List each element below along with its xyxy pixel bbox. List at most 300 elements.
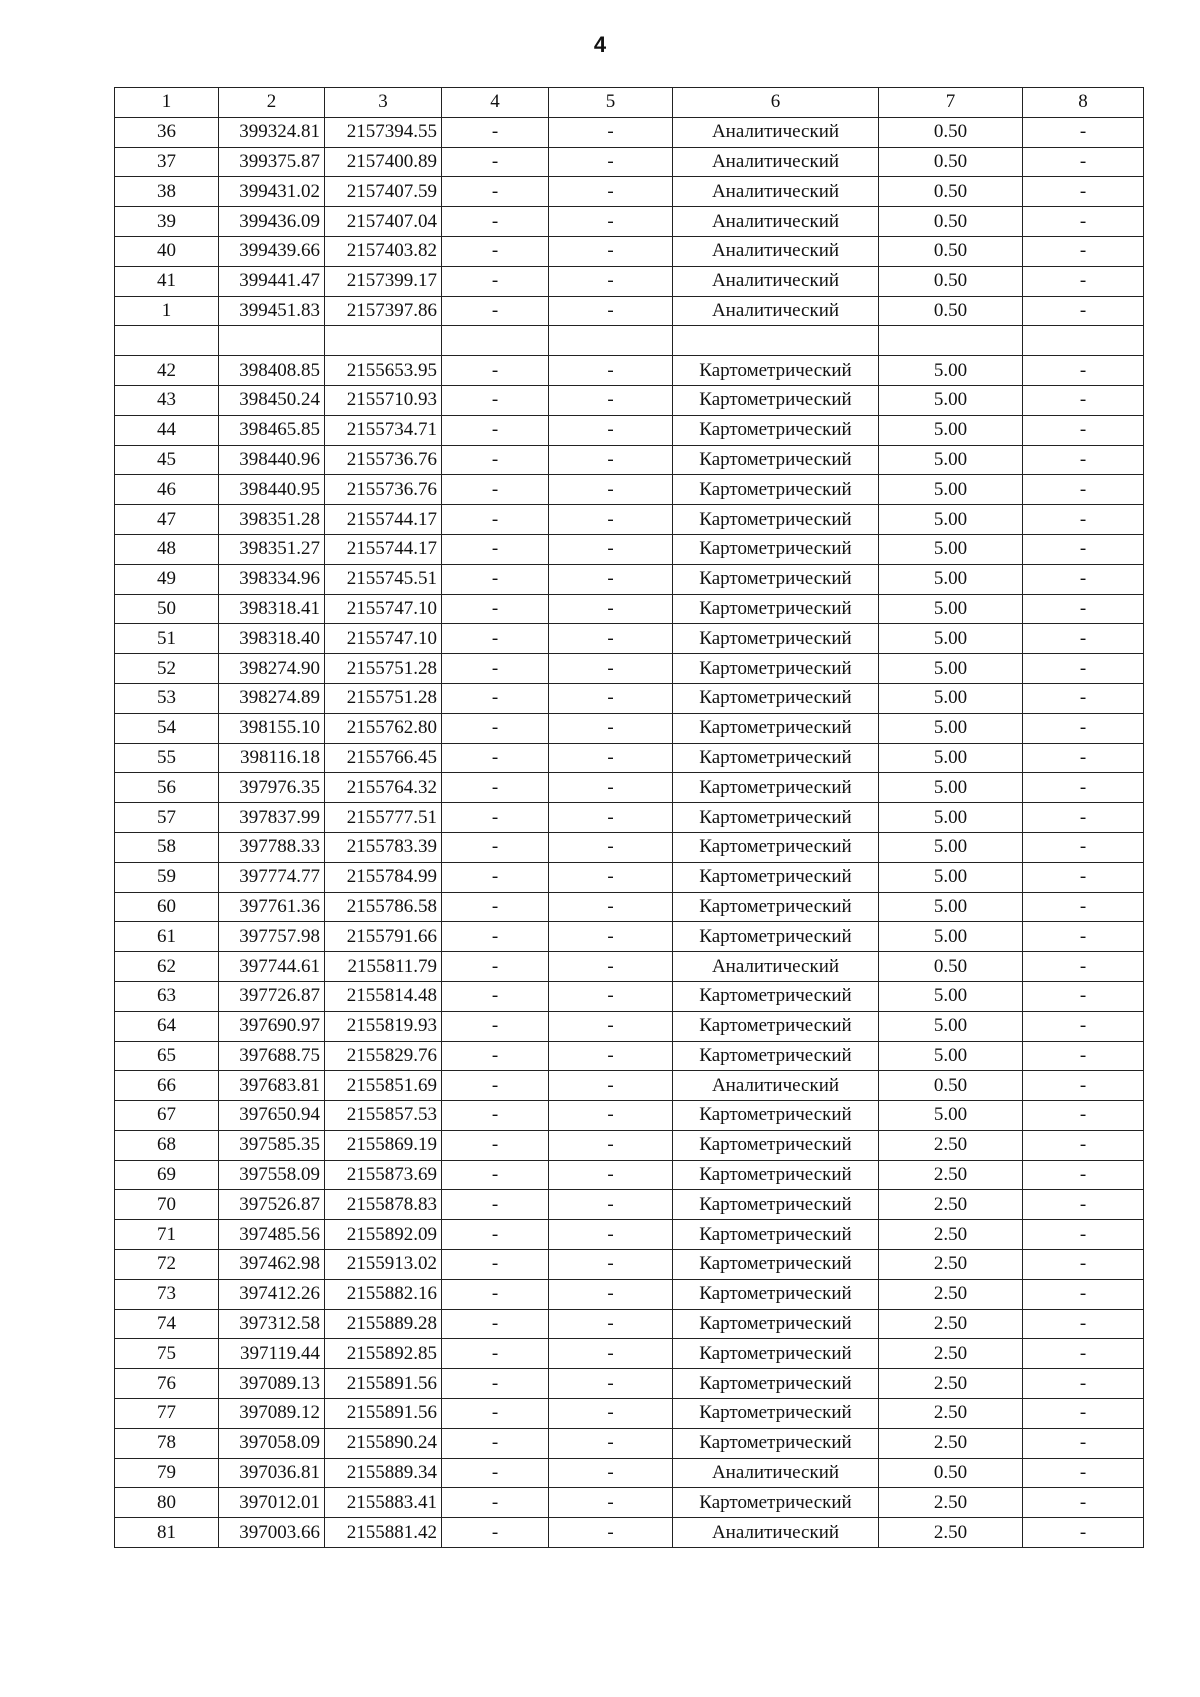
method-cell: Картометрический bbox=[673, 892, 879, 922]
x-coordinate-cell: 397003.66 bbox=[219, 1518, 325, 1548]
column-5-cell: - bbox=[549, 1160, 673, 1190]
column-5-cell: - bbox=[549, 415, 673, 445]
x-coordinate-cell: 397585.35 bbox=[219, 1130, 325, 1160]
method-cell: Картометрический bbox=[673, 654, 879, 684]
column-4-cell: - bbox=[442, 683, 549, 713]
method-cell: Картометрический bbox=[673, 1279, 879, 1309]
column-8-cell: - bbox=[1023, 475, 1144, 505]
column-header: 6 bbox=[673, 88, 879, 118]
y-coordinate-cell: 2155819.93 bbox=[325, 1011, 442, 1041]
accuracy-cell: 5.00 bbox=[879, 415, 1023, 445]
column-5-cell: - bbox=[549, 505, 673, 535]
point-number-cell: 74 bbox=[115, 1309, 219, 1339]
x-coordinate-cell: 399436.09 bbox=[219, 207, 325, 237]
column-5-cell: - bbox=[549, 475, 673, 505]
method-cell: Картометрический bbox=[673, 1428, 879, 1458]
y-coordinate-cell: 2155747.10 bbox=[325, 624, 442, 654]
table-row bbox=[115, 177, 1144, 207]
x-coordinate-cell: 398408.85 bbox=[219, 356, 325, 386]
table-row bbox=[115, 952, 1144, 982]
column-8-cell: - bbox=[1023, 356, 1144, 386]
method-cell: Картометрический bbox=[673, 832, 879, 862]
accuracy-cell: 0.50 bbox=[879, 296, 1023, 326]
column-4-cell: - bbox=[442, 1518, 549, 1548]
point-number-cell: 62 bbox=[115, 952, 219, 982]
column-8-cell: - bbox=[1023, 1160, 1144, 1190]
method-cell: Картометрический bbox=[673, 1220, 879, 1250]
y-coordinate-cell: 2155913.02 bbox=[325, 1250, 442, 1280]
method-cell: Картометрический bbox=[673, 1339, 879, 1369]
accuracy-cell: 2.50 bbox=[879, 1518, 1023, 1548]
accuracy-cell: 0.50 bbox=[879, 207, 1023, 237]
column-5-cell: - bbox=[549, 1041, 673, 1071]
table-row bbox=[115, 475, 1144, 505]
table-row bbox=[115, 505, 1144, 535]
accuracy-cell: 5.00 bbox=[879, 713, 1023, 743]
point-number-cell: 61 bbox=[115, 922, 219, 952]
column-8-cell bbox=[1023, 326, 1144, 356]
column-5-cell: - bbox=[549, 981, 673, 1011]
accuracy-cell: 2.50 bbox=[879, 1250, 1023, 1280]
column-8-cell: - bbox=[1023, 445, 1144, 475]
column-5-cell: - bbox=[549, 266, 673, 296]
point-number-cell: 50 bbox=[115, 594, 219, 624]
y-coordinate-cell: 2155766.45 bbox=[325, 743, 442, 773]
column-5-cell: - bbox=[549, 1071, 673, 1101]
accuracy-cell: 0.50 bbox=[879, 1458, 1023, 1488]
y-coordinate-cell: 2155762.80 bbox=[325, 713, 442, 743]
x-coordinate-cell: 399431.02 bbox=[219, 177, 325, 207]
column-4-cell: - bbox=[442, 207, 549, 237]
method-cell: Картометрический bbox=[673, 1190, 879, 1220]
column-5-cell: - bbox=[549, 1339, 673, 1369]
column-4-cell: - bbox=[442, 981, 549, 1011]
accuracy-cell: 2.50 bbox=[879, 1339, 1023, 1369]
x-coordinate-cell: 399439.66 bbox=[219, 236, 325, 266]
column-header: 4 bbox=[442, 88, 549, 118]
column-8-cell: - bbox=[1023, 1250, 1144, 1280]
column-4-cell: - bbox=[442, 236, 549, 266]
table-row bbox=[115, 1279, 1144, 1309]
column-4-cell: - bbox=[442, 862, 549, 892]
column-4-cell: - bbox=[442, 624, 549, 654]
y-coordinate-cell: 2155791.66 bbox=[325, 922, 442, 952]
table-row bbox=[115, 654, 1144, 684]
column-4-cell: - bbox=[442, 117, 549, 147]
point-number-cell: 64 bbox=[115, 1011, 219, 1041]
column-8-cell: - bbox=[1023, 1399, 1144, 1429]
y-coordinate-cell: 2155777.51 bbox=[325, 803, 442, 833]
column-4-cell: - bbox=[442, 1428, 549, 1458]
table-row bbox=[115, 713, 1144, 743]
accuracy-cell: 5.00 bbox=[879, 594, 1023, 624]
column-4-cell: - bbox=[442, 713, 549, 743]
point-number-cell: 65 bbox=[115, 1041, 219, 1071]
y-coordinate-cell: 2155751.28 bbox=[325, 683, 442, 713]
x-coordinate-cell: 397688.75 bbox=[219, 1041, 325, 1071]
x-coordinate-cell: 397058.09 bbox=[219, 1428, 325, 1458]
table-row bbox=[115, 1160, 1144, 1190]
accuracy-cell: 2.50 bbox=[879, 1279, 1023, 1309]
method-cell: Картометрический bbox=[673, 773, 879, 803]
method-cell: Картометрический bbox=[673, 505, 879, 535]
column-4-cell: - bbox=[442, 475, 549, 505]
accuracy-cell: 5.00 bbox=[879, 1011, 1023, 1041]
point-number-cell: 71 bbox=[115, 1220, 219, 1250]
column-4-cell: - bbox=[442, 832, 549, 862]
y-coordinate-cell: 2155883.41 bbox=[325, 1488, 442, 1518]
accuracy-cell: 5.00 bbox=[879, 564, 1023, 594]
table-row bbox=[115, 862, 1144, 892]
x-coordinate-cell: 398450.24 bbox=[219, 385, 325, 415]
column-4-cell: - bbox=[442, 1279, 549, 1309]
column-4-cell: - bbox=[442, 356, 549, 386]
column-8-cell: - bbox=[1023, 415, 1144, 445]
point-number-cell: 52 bbox=[115, 654, 219, 684]
column-5-cell bbox=[549, 326, 673, 356]
column-8-cell: - bbox=[1023, 1339, 1144, 1369]
x-coordinate-cell: 397089.12 bbox=[219, 1399, 325, 1429]
table-row bbox=[115, 445, 1144, 475]
column-5-cell: - bbox=[549, 564, 673, 594]
column-8-cell: - bbox=[1023, 594, 1144, 624]
column-8-cell: - bbox=[1023, 1130, 1144, 1160]
y-coordinate-cell: 2157399.17 bbox=[325, 266, 442, 296]
column-4-cell: - bbox=[442, 743, 549, 773]
column-4-cell: - bbox=[442, 1041, 549, 1071]
column-8-cell: - bbox=[1023, 207, 1144, 237]
column-4-cell: - bbox=[442, 952, 549, 982]
column-8-cell: - bbox=[1023, 147, 1144, 177]
column-8-cell: - bbox=[1023, 773, 1144, 803]
y-coordinate-cell: 2155891.56 bbox=[325, 1369, 442, 1399]
column-4-cell: - bbox=[442, 1339, 549, 1369]
column-5-cell: - bbox=[549, 922, 673, 952]
table-row bbox=[115, 1190, 1144, 1220]
column-5-cell: - bbox=[549, 117, 673, 147]
column-5-cell: - bbox=[549, 1309, 673, 1339]
y-coordinate-cell: 2155892.85 bbox=[325, 1339, 442, 1369]
point-number-cell: 46 bbox=[115, 475, 219, 505]
column-4-cell: - bbox=[442, 1190, 549, 1220]
point-number-cell: 47 bbox=[115, 505, 219, 535]
method-cell: Картометрический bbox=[673, 1101, 879, 1131]
method-cell: Картометрический bbox=[673, 1309, 879, 1339]
column-8-cell: - bbox=[1023, 862, 1144, 892]
method-cell: Картометрический bbox=[673, 981, 879, 1011]
table-row bbox=[115, 534, 1144, 564]
column-5-cell: - bbox=[549, 1101, 673, 1131]
method-cell: Картометрический bbox=[673, 594, 879, 624]
method-cell: Картометрический bbox=[673, 385, 879, 415]
column-4-cell: - bbox=[442, 177, 549, 207]
accuracy-cell: 5.00 bbox=[879, 356, 1023, 386]
y-coordinate-cell: 2155744.17 bbox=[325, 534, 442, 564]
point-number-cell: 49 bbox=[115, 564, 219, 594]
column-8-cell: - bbox=[1023, 654, 1144, 684]
point-number-cell: 63 bbox=[115, 981, 219, 1011]
method-cell: Аналитический bbox=[673, 296, 879, 326]
x-coordinate-cell: 398334.96 bbox=[219, 564, 325, 594]
y-coordinate-cell: 2155710.93 bbox=[325, 385, 442, 415]
column-4-cell: - bbox=[442, 773, 549, 803]
point-number-cell: 70 bbox=[115, 1190, 219, 1220]
column-8-cell: - bbox=[1023, 505, 1144, 535]
accuracy-cell: 0.50 bbox=[879, 147, 1023, 177]
accuracy-cell: 5.00 bbox=[879, 892, 1023, 922]
x-coordinate-cell: 398465.85 bbox=[219, 415, 325, 445]
column-8-cell: - bbox=[1023, 1428, 1144, 1458]
table-row bbox=[115, 296, 1144, 326]
x-coordinate-cell: 399451.83 bbox=[219, 296, 325, 326]
table-row bbox=[115, 624, 1144, 654]
point-number-cell: 75 bbox=[115, 1339, 219, 1369]
column-4-cell: - bbox=[442, 445, 549, 475]
y-coordinate-cell: 2155890.24 bbox=[325, 1428, 442, 1458]
x-coordinate-cell: 397788.33 bbox=[219, 832, 325, 862]
accuracy-cell bbox=[879, 326, 1023, 356]
column-8-cell: - bbox=[1023, 385, 1144, 415]
column-8-cell: - bbox=[1023, 1458, 1144, 1488]
column-4-cell: - bbox=[442, 564, 549, 594]
method-cell: Картометрический bbox=[673, 1011, 879, 1041]
column-4-cell: - bbox=[442, 1011, 549, 1041]
accuracy-cell: 5.00 bbox=[879, 624, 1023, 654]
point-number-cell: 78 bbox=[115, 1428, 219, 1458]
accuracy-cell: 5.00 bbox=[879, 385, 1023, 415]
x-coordinate-cell: 397412.26 bbox=[219, 1279, 325, 1309]
point-number-cell: 66 bbox=[115, 1071, 219, 1101]
y-coordinate-cell: 2157407.04 bbox=[325, 207, 442, 237]
column-8-cell: - bbox=[1023, 236, 1144, 266]
column-8-cell: - bbox=[1023, 534, 1144, 564]
table-row bbox=[115, 1130, 1144, 1160]
x-coordinate-cell: 397976.35 bbox=[219, 773, 325, 803]
column-4-cell: - bbox=[442, 534, 549, 564]
x-coordinate-cell: 397526.87 bbox=[219, 1190, 325, 1220]
x-coordinate-cell: 397726.87 bbox=[219, 981, 325, 1011]
point-number-cell: 48 bbox=[115, 534, 219, 564]
method-cell: Картометрический bbox=[673, 1250, 879, 1280]
point-number-cell: 79 bbox=[115, 1458, 219, 1488]
method-cell: Картометрический bbox=[673, 1041, 879, 1071]
column-5-cell: - bbox=[549, 1518, 673, 1548]
column-5-cell: - bbox=[549, 1250, 673, 1280]
accuracy-cell: 2.50 bbox=[879, 1369, 1023, 1399]
point-number-cell: 42 bbox=[115, 356, 219, 386]
accuracy-cell: 0.50 bbox=[879, 236, 1023, 266]
column-8-cell: - bbox=[1023, 1488, 1144, 1518]
method-cell: Картометрический bbox=[673, 564, 879, 594]
column-8-cell: - bbox=[1023, 1011, 1144, 1041]
x-coordinate-cell: 397683.81 bbox=[219, 1071, 325, 1101]
accuracy-cell: 5.00 bbox=[879, 1101, 1023, 1131]
x-coordinate-cell: 398318.41 bbox=[219, 594, 325, 624]
accuracy-cell: 5.00 bbox=[879, 862, 1023, 892]
table-row bbox=[115, 1071, 1144, 1101]
column-4-cell: - bbox=[442, 1160, 549, 1190]
method-cell: Картометрический bbox=[673, 1160, 879, 1190]
column-8-cell: - bbox=[1023, 1101, 1144, 1131]
method-cell: Аналитический bbox=[673, 236, 879, 266]
accuracy-cell: 0.50 bbox=[879, 117, 1023, 147]
table-row bbox=[115, 1339, 1144, 1369]
method-cell: Картометрический bbox=[673, 415, 879, 445]
column-8-cell: - bbox=[1023, 683, 1144, 713]
table-row bbox=[115, 832, 1144, 862]
point-number-cell: 45 bbox=[115, 445, 219, 475]
x-coordinate-cell: 397119.44 bbox=[219, 1339, 325, 1369]
y-coordinate-cell: 2155892.09 bbox=[325, 1220, 442, 1250]
point-number-cell: 72 bbox=[115, 1250, 219, 1280]
y-coordinate-cell: 2155736.76 bbox=[325, 445, 442, 475]
column-5-cell: - bbox=[549, 683, 673, 713]
method-cell: Аналитический bbox=[673, 1071, 879, 1101]
point-number-cell: 41 bbox=[115, 266, 219, 296]
accuracy-cell: 5.00 bbox=[879, 505, 1023, 535]
x-coordinate-cell: 397312.58 bbox=[219, 1309, 325, 1339]
point-number-cell: 54 bbox=[115, 713, 219, 743]
x-coordinate-cell: 397757.98 bbox=[219, 922, 325, 952]
method-cell: Картометрический bbox=[673, 803, 879, 833]
method-cell: Картометрический bbox=[673, 445, 879, 475]
column-5-cell: - bbox=[549, 773, 673, 803]
y-coordinate-cell: 2157394.55 bbox=[325, 117, 442, 147]
method-cell: Картометрический bbox=[673, 743, 879, 773]
y-coordinate-cell: 2157400.89 bbox=[325, 147, 442, 177]
y-coordinate-cell: 2157397.86 bbox=[325, 296, 442, 326]
column-5-cell: - bbox=[549, 1279, 673, 1309]
y-coordinate-cell: 2155869.19 bbox=[325, 1130, 442, 1160]
column-4-cell: - bbox=[442, 1250, 549, 1280]
column-8-cell: - bbox=[1023, 892, 1144, 922]
x-coordinate-cell: 397774.77 bbox=[219, 862, 325, 892]
column-5-cell: - bbox=[549, 1428, 673, 1458]
column-5-cell: - bbox=[549, 445, 673, 475]
y-coordinate-cell: 2155873.69 bbox=[325, 1160, 442, 1190]
accuracy-cell: 2.50 bbox=[879, 1399, 1023, 1429]
column-8-cell: - bbox=[1023, 952, 1144, 982]
point-number-cell: 57 bbox=[115, 803, 219, 833]
table-row bbox=[115, 236, 1144, 266]
x-coordinate-cell: 397761.36 bbox=[219, 892, 325, 922]
accuracy-cell: 0.50 bbox=[879, 1071, 1023, 1101]
accuracy-cell: 5.00 bbox=[879, 922, 1023, 952]
accuracy-cell: 0.50 bbox=[879, 177, 1023, 207]
column-5-cell: - bbox=[549, 862, 673, 892]
table-row bbox=[115, 385, 1144, 415]
table-row bbox=[115, 1011, 1144, 1041]
y-coordinate-cell: 2155736.76 bbox=[325, 475, 442, 505]
column-5-cell: - bbox=[549, 534, 673, 564]
x-coordinate-cell: 398155.10 bbox=[219, 713, 325, 743]
column-5-cell: - bbox=[549, 1399, 673, 1429]
column-8-cell: - bbox=[1023, 1369, 1144, 1399]
point-number-cell: 38 bbox=[115, 177, 219, 207]
table-row bbox=[115, 803, 1144, 833]
column-4-cell: - bbox=[442, 266, 549, 296]
y-coordinate-cell: 2155889.34 bbox=[325, 1458, 442, 1488]
accuracy-cell: 5.00 bbox=[879, 654, 1023, 684]
method-cell: Картометрический bbox=[673, 1369, 879, 1399]
table-row bbox=[115, 1041, 1144, 1071]
x-coordinate-cell: 397744.61 bbox=[219, 952, 325, 982]
table-row bbox=[115, 1428, 1144, 1458]
y-coordinate-cell: 2157403.82 bbox=[325, 236, 442, 266]
table-row bbox=[115, 1399, 1144, 1429]
column-5-cell: - bbox=[549, 892, 673, 922]
column-4-cell: - bbox=[442, 505, 549, 535]
x-coordinate-cell: 398274.90 bbox=[219, 654, 325, 684]
column-8-cell: - bbox=[1023, 803, 1144, 833]
y-coordinate-cell bbox=[325, 326, 442, 356]
x-coordinate-cell: 398351.27 bbox=[219, 534, 325, 564]
table-row bbox=[115, 683, 1144, 713]
column-8-cell: - bbox=[1023, 1041, 1144, 1071]
column-4-cell: - bbox=[442, 803, 549, 833]
table-row bbox=[115, 207, 1144, 237]
method-cell: Аналитический bbox=[673, 1458, 879, 1488]
point-number-cell: 58 bbox=[115, 832, 219, 862]
method-cell: Аналитический bbox=[673, 207, 879, 237]
column-header: 7 bbox=[879, 88, 1023, 118]
table-row bbox=[115, 1518, 1144, 1548]
column-8-cell: - bbox=[1023, 564, 1144, 594]
method-cell: Картометрический bbox=[673, 475, 879, 505]
method-cell: Картометрический bbox=[673, 356, 879, 386]
table-row bbox=[115, 1309, 1144, 1339]
x-coordinate-cell: 397462.98 bbox=[219, 1250, 325, 1280]
point-number-cell: 36 bbox=[115, 117, 219, 147]
column-4-cell: - bbox=[442, 1399, 549, 1429]
y-coordinate-cell: 2155851.69 bbox=[325, 1071, 442, 1101]
accuracy-cell: 2.50 bbox=[879, 1488, 1023, 1518]
x-coordinate-cell: 399324.81 bbox=[219, 117, 325, 147]
y-coordinate-cell: 2157407.59 bbox=[325, 177, 442, 207]
column-4-cell: - bbox=[442, 296, 549, 326]
column-5-cell: - bbox=[549, 1190, 673, 1220]
point-number-cell: 44 bbox=[115, 415, 219, 445]
column-4-cell: - bbox=[442, 922, 549, 952]
method-cell: Картометрический bbox=[673, 862, 879, 892]
column-8-cell: - bbox=[1023, 1220, 1144, 1250]
table-row bbox=[115, 594, 1144, 624]
point-number-cell: 76 bbox=[115, 1369, 219, 1399]
table-row bbox=[115, 356, 1144, 386]
method-cell bbox=[673, 326, 879, 356]
column-8-cell: - bbox=[1023, 177, 1144, 207]
method-cell: Картометрический bbox=[673, 1130, 879, 1160]
accuracy-cell: 2.50 bbox=[879, 1160, 1023, 1190]
method-cell: Картометрический bbox=[673, 534, 879, 564]
accuracy-cell: 2.50 bbox=[879, 1309, 1023, 1339]
y-coordinate-cell: 2155653.95 bbox=[325, 356, 442, 386]
accuracy-cell: 2.50 bbox=[879, 1428, 1023, 1458]
column-4-cell: - bbox=[442, 385, 549, 415]
column-header: 2 bbox=[219, 88, 325, 118]
column-8-cell: - bbox=[1023, 296, 1144, 326]
column-5-cell: - bbox=[549, 296, 673, 326]
y-coordinate-cell: 2155878.83 bbox=[325, 1190, 442, 1220]
column-8-cell: - bbox=[1023, 266, 1144, 296]
column-4-cell: - bbox=[442, 415, 549, 445]
x-coordinate-cell: 397650.94 bbox=[219, 1101, 325, 1131]
column-5-cell: - bbox=[549, 803, 673, 833]
column-4-cell: - bbox=[442, 654, 549, 684]
x-coordinate-cell bbox=[219, 326, 325, 356]
accuracy-cell: 5.00 bbox=[879, 773, 1023, 803]
table-row bbox=[115, 1458, 1144, 1488]
